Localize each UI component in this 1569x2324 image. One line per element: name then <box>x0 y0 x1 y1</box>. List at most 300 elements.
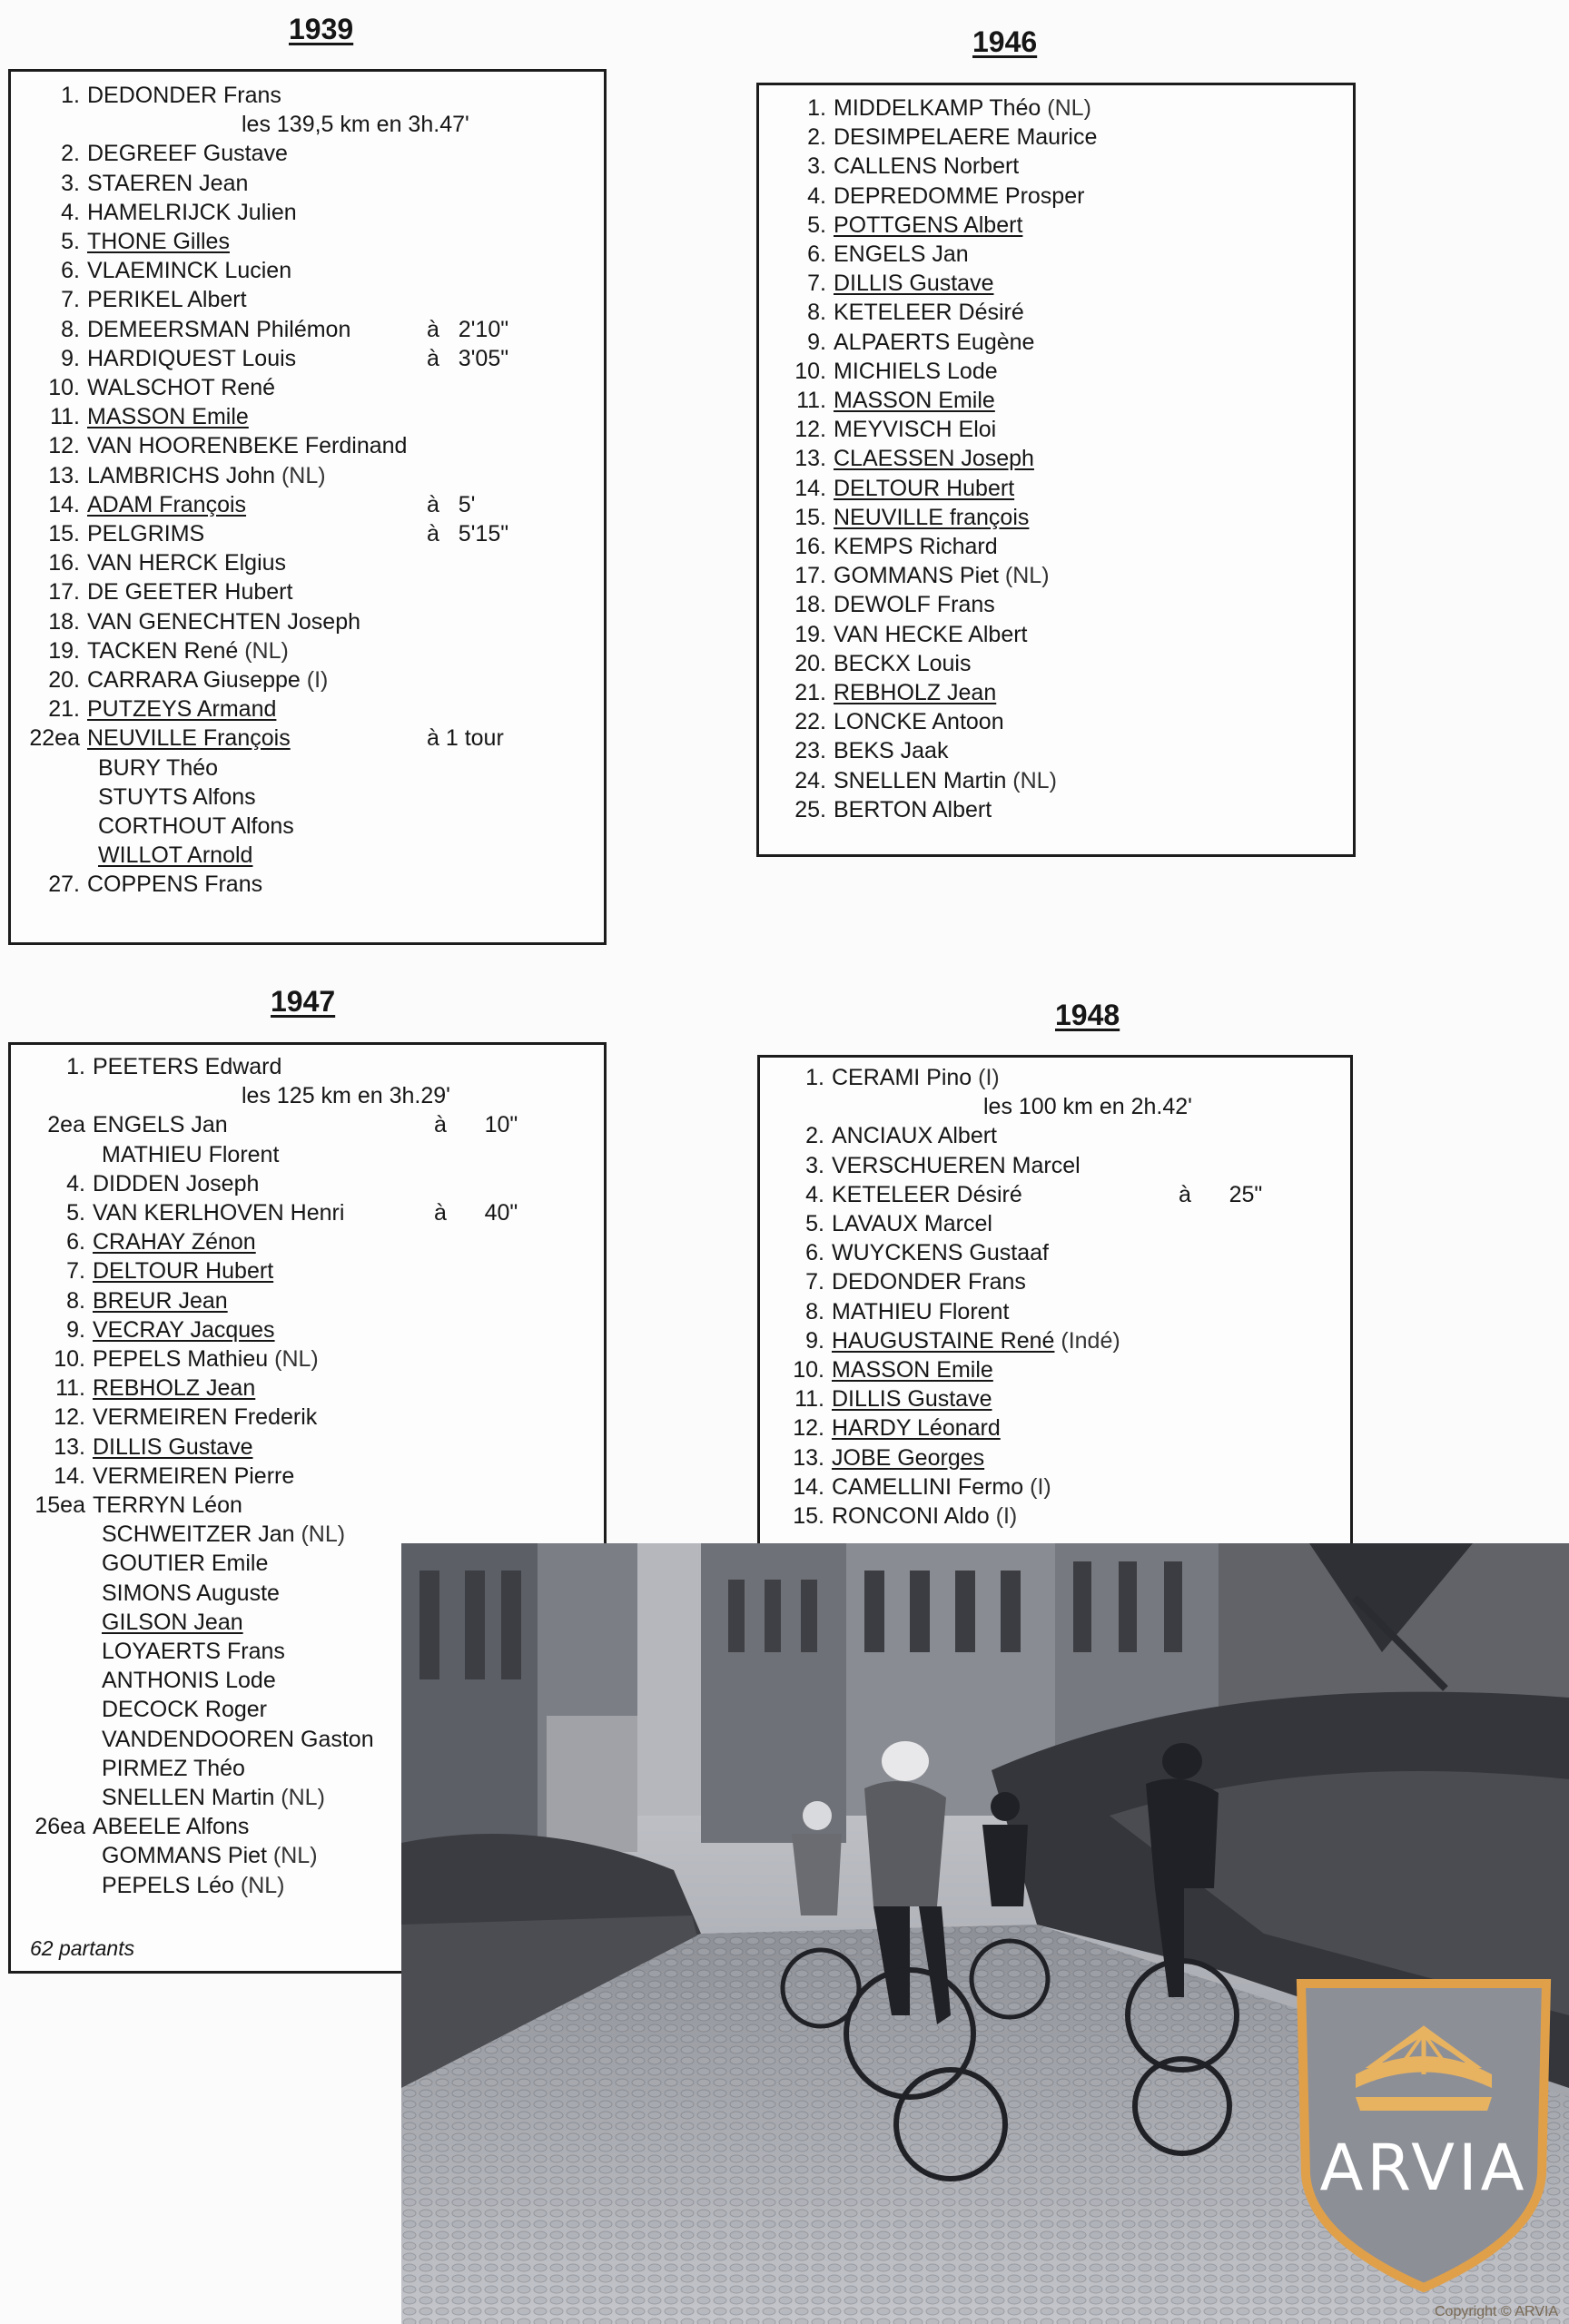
result-rank: 9. <box>805 1327 824 1354</box>
rider-entry <box>93 1111 228 1138</box>
rider-entry <box>93 1433 252 1461</box>
result-rank: 3. <box>805 1152 824 1178</box>
rider-entry <box>102 1580 280 1607</box>
result-rank: 3. <box>61 170 80 196</box>
rider-entry <box>93 1403 317 1431</box>
rider-entry <box>832 1502 1017 1530</box>
rider-name: PIRMEZ Théo <box>102 1755 245 1781</box>
rider-name: SIMONS Auguste <box>102 1580 280 1606</box>
rider-name: LAMBRICHS John <box>87 462 276 488</box>
rider-name: CALLENS Norbert <box>834 153 1020 180</box>
result-rank: 16. <box>794 534 826 559</box>
rider-name: MASSON Emile <box>834 388 995 413</box>
rider-name: BURY Théo <box>98 754 219 781</box>
rider-entry <box>832 1385 992 1413</box>
rider-entry <box>834 299 1024 326</box>
rider-name: MATHIEU Florent <box>102 1141 280 1167</box>
rider-name: CLAESSEN Joseph <box>834 446 1034 472</box>
rider-entry <box>834 182 1084 210</box>
result-rank: 8. <box>807 300 826 326</box>
rider-name: DEDONDER Frans <box>832 1269 1026 1295</box>
rider-entry <box>87 578 292 606</box>
rider-entry <box>98 812 294 840</box>
rider-name: SNELLEN Martin <box>834 767 1007 793</box>
rider-entry <box>832 1064 1000 1091</box>
rider-entry <box>834 679 996 706</box>
time-gap: à 1 tour <box>427 725 504 752</box>
rider-name: CERAMI Pino <box>832 1065 972 1090</box>
distance-time-text: les 100 km en 2h.42' <box>983 1094 1192 1120</box>
result-rank: 3. <box>807 153 826 180</box>
rider-entry <box>102 1141 279 1168</box>
year-heading-1946: 1946 <box>972 25 1038 58</box>
rider-entry <box>834 241 969 268</box>
rider-name: PEPELS Mathieu <box>93 1346 269 1372</box>
rider-entry <box>87 666 328 694</box>
rider-entry <box>93 1199 344 1226</box>
rider-entry <box>834 621 1028 648</box>
rider-entry <box>93 1374 255 1402</box>
rider-entry <box>832 1356 993 1384</box>
result-rank: 7. <box>61 287 80 313</box>
result-rank: 17. <box>48 579 80 606</box>
rider-name: STAEREN Jean <box>87 170 249 196</box>
result-rank: 4. <box>66 1170 85 1196</box>
rider-entry <box>87 695 276 723</box>
rider-name: ANTHONIS Lode <box>102 1668 276 1694</box>
rider-entry <box>87 403 249 430</box>
rider-entry <box>98 754 218 782</box>
rider-entry <box>102 1696 267 1723</box>
result-rank: 15. <box>793 1503 824 1529</box>
rider-name: VAN KERLHOVEN Henri <box>93 1200 345 1226</box>
rider-name: SCHWEITZER Jan <box>102 1521 295 1548</box>
rider-name: VLAEMINCK Lucien <box>87 258 292 284</box>
rider-entry <box>832 1122 997 1149</box>
result-rank: 8. <box>805 1298 824 1324</box>
result-rank: 5. <box>807 212 826 238</box>
rider-entry <box>832 1152 1081 1179</box>
rider-name: MICHIELS Lode <box>834 358 998 384</box>
rider-name: BERTON Albert <box>834 796 992 822</box>
rider-entry <box>834 212 1022 239</box>
result-rank: 14. <box>794 475 826 501</box>
rider-entry <box>87 520 204 547</box>
rider-name: HARDY Léonard <box>832 1415 1001 1442</box>
rider-name: STUYTS Alfons <box>98 783 256 810</box>
rider-name: WUYCKENS Gustaaf <box>832 1240 1049 1266</box>
rider-name: DELTOUR Hubert <box>93 1258 274 1285</box>
time-gap: à 40" <box>434 1200 518 1226</box>
rider-entry <box>102 1521 345 1548</box>
result-rank: 6. <box>807 241 826 267</box>
rider-entry <box>832 1268 1026 1295</box>
rider-name: CRAHAY Zénon <box>93 1229 256 1256</box>
rider-entry <box>832 1210 992 1237</box>
rider-entry <box>87 345 296 372</box>
rider-name: NEUVILLE François <box>87 725 291 752</box>
rider-name: BREUR Jean <box>93 1287 228 1314</box>
year-heading-1948: 1948 <box>1055 999 1120 1031</box>
rider-name: MASSON Emile <box>87 404 249 430</box>
rider-entry <box>834 796 992 823</box>
rider-entry <box>87 549 286 576</box>
rider-entry <box>832 1414 1001 1442</box>
arvia-logo <box>1283 1974 1564 2292</box>
result-rank: 20. <box>794 650 826 676</box>
result-rank: 2. <box>61 141 80 167</box>
rider-entry <box>93 1492 242 1519</box>
rider-name: RONCONI Aldo <box>832 1503 990 1529</box>
rider-entry <box>93 1287 228 1315</box>
rider-entry <box>834 270 993 297</box>
result-rank: 15. <box>794 504 826 530</box>
rider-nationality: (I) <box>300 667 329 693</box>
result-rank: 5. <box>805 1211 824 1236</box>
rider-entry <box>832 1444 984 1472</box>
result-rank: 15ea <box>35 1492 85 1518</box>
rider-name: SNELLEN Martin <box>102 1785 275 1810</box>
rider-nationality: (Indé) <box>1054 1327 1120 1354</box>
result-rank: 13. <box>794 446 826 472</box>
rider-name: DILLIS Gustave <box>93 1433 253 1460</box>
rider-entry <box>834 475 1014 502</box>
rider-name: MATHIEU Florent <box>832 1298 1010 1324</box>
rider-entry <box>87 724 291 752</box>
rider-name: CORTHOUT Alfons <box>98 813 294 839</box>
result-rank: 9. <box>61 345 80 371</box>
rider-entry <box>832 1181 1022 1208</box>
rider-name: DEMEERSMAN Philémon <box>87 316 351 342</box>
rider-entry <box>87 491 246 518</box>
rider-entry <box>87 170 248 197</box>
rider-entry <box>93 1462 294 1490</box>
rider-name: DILLIS Gustave <box>834 271 994 297</box>
result-rank: 23. <box>794 738 826 764</box>
rider-name: LONCKE Antoon <box>834 709 1004 735</box>
result-rank: 11. <box>55 1375 85 1402</box>
rider-name: VAN HECKE Albert <box>834 621 1028 647</box>
result-rank: 5. <box>66 1200 85 1226</box>
rider-entry <box>834 591 995 618</box>
rider-name: VERMEIREN Frederik <box>93 1404 318 1431</box>
rider-name: TERRYN Léon <box>93 1492 242 1518</box>
rider-nationality: (NL) <box>294 1521 346 1548</box>
rider-entry <box>102 1842 318 1869</box>
result-rank: 10. <box>794 358 826 384</box>
result-rank: 10. <box>793 1357 824 1383</box>
rider-entry <box>102 1872 285 1899</box>
result-rank: 25. <box>794 796 826 822</box>
rider-nationality: (NL) <box>233 1872 285 1898</box>
rider-name: REBHOLZ Jean <box>93 1375 256 1402</box>
rider-entry <box>102 1726 374 1753</box>
rider-entry <box>102 1550 268 1577</box>
rider-name: VANDENDOOREN Gaston <box>102 1726 374 1752</box>
result-rank: 12. <box>54 1404 85 1431</box>
rider-entry <box>93 1053 281 1080</box>
rider-name: COPPENS Frans <box>87 872 263 898</box>
rider-name: DEPREDOMME Prosper <box>834 182 1085 209</box>
rider-entry <box>834 123 1097 151</box>
result-rank: 11. <box>796 388 826 413</box>
rider-entry <box>834 650 971 677</box>
rider-name: VERSCHUEREN Marcel <box>832 1152 1081 1178</box>
rider-name: LAVAUX Marcel <box>832 1211 992 1236</box>
result-rank: 14. <box>48 491 80 517</box>
result-rank: 4. <box>61 199 80 225</box>
rider-name: PEETERS Edward <box>93 1054 282 1079</box>
rider-name: DE GEETER Hubert <box>87 579 293 606</box>
rider-name: VECRAY Jacques <box>93 1316 275 1343</box>
rider-entry <box>87 374 275 401</box>
year-heading-1947: 1947 <box>271 985 336 1018</box>
result-rank: 2ea <box>47 1112 85 1138</box>
result-rank: 1. <box>805 1065 824 1090</box>
rider-entry <box>102 1638 285 1665</box>
rider-nationality: (NL) <box>998 563 1050 589</box>
rider-name: DIDDEN Joseph <box>93 1170 260 1196</box>
time-gap: à 25" <box>1179 1181 1263 1207</box>
rider-name: DILLIS Gustave <box>832 1386 992 1413</box>
rider-entry <box>834 445 1034 472</box>
rider-name: CARRARA Giuseppe <box>87 667 301 693</box>
result-rank: 9. <box>66 1316 85 1343</box>
result-rank: 1. <box>66 1054 85 1079</box>
result-rank: 10. <box>48 375 80 400</box>
rider-name: KETELEER Désiré <box>834 300 1024 326</box>
rider-entry <box>87 257 291 284</box>
rider-entry <box>102 1755 245 1782</box>
result-rank: 11. <box>50 404 80 430</box>
rider-entry <box>834 737 948 764</box>
rider-name: CAMELLINI Fermo <box>832 1473 1024 1500</box>
result-rank: 18. <box>48 608 80 635</box>
distance-time-text: les 125 km en 3h.29' <box>242 1083 450 1109</box>
result-rank: 19. <box>794 621 826 647</box>
result-rank: 6. <box>61 258 80 284</box>
result-rank: 16. <box>48 550 80 576</box>
year-heading-1939: 1939 <box>289 13 354 45</box>
rider-name: GOMMANS Piet <box>834 563 999 589</box>
time-gap: à 2'10" <box>427 316 509 342</box>
result-rank: 4. <box>807 182 826 209</box>
result-rank: 14. <box>54 1462 85 1489</box>
rider-name: BECKX Louis <box>834 650 972 676</box>
result-rank: 17. <box>794 563 826 589</box>
rider-name: ENGELS Jan <box>93 1112 228 1138</box>
result-rank: 13. <box>48 462 80 488</box>
rider-entry <box>93 1345 319 1373</box>
result-rank: 24. <box>794 767 826 793</box>
result-rank: 10. <box>54 1346 85 1372</box>
rider-name: ENGELS Jan <box>834 241 969 267</box>
rider-nationality: (NL) <box>1006 767 1057 793</box>
rider-name: DESIMPELAERE Maurice <box>834 124 1098 151</box>
rider-name: MEYVISCH Eloi <box>834 417 997 443</box>
rider-nationality: (I) <box>972 1065 1000 1090</box>
rider-entry <box>87 286 247 313</box>
copyright-notice: Copyright © ARVIA <box>1435 2304 1558 2319</box>
rider-nationality: (NL) <box>266 1843 318 1869</box>
rider-name: ANCIAUX Albert <box>832 1123 998 1149</box>
result-rank: 21. <box>48 696 80 723</box>
result-rank: 12. <box>793 1415 824 1442</box>
rider-name: DEDONDER Frans <box>87 83 281 108</box>
rider-name: HARDIQUEST Louis <box>87 345 297 371</box>
rider-name: HAMELRIJCK Julien <box>87 199 297 225</box>
rider-name: HAUGUSTAINE René <box>832 1327 1055 1354</box>
rider-name: THONE Gilles <box>87 229 230 254</box>
rider-entry <box>832 1473 1051 1501</box>
time-gap: à 5'15" <box>427 521 509 547</box>
rider-entry <box>98 842 252 869</box>
result-rank: 2. <box>805 1123 824 1149</box>
result-rank: 7. <box>66 1258 85 1285</box>
rider-name: VAN HOORENBEKE Ferdinand <box>87 433 408 459</box>
rider-nationality: (I) <box>1023 1473 1051 1500</box>
rider-entry <box>834 387 995 414</box>
result-rank: 1. <box>61 83 80 108</box>
result-rank: 18. <box>794 592 826 618</box>
rider-entry <box>93 1813 249 1840</box>
rider-name: REBHOLZ Jean <box>834 680 997 705</box>
rider-entry <box>834 504 1029 531</box>
rider-name: GOUTIER Emile <box>102 1551 269 1577</box>
result-rank: 7. <box>805 1269 824 1295</box>
rider-nationality: (NL) <box>275 462 326 488</box>
rider-entry <box>834 416 996 443</box>
result-rank: 15. <box>48 521 80 547</box>
result-rank: 11. <box>794 1386 824 1413</box>
result-rank: 20. <box>48 667 80 693</box>
rider-name: VAN HERCK Elgius <box>87 550 287 576</box>
rider-name: PUTZEYS Armand <box>87 696 277 723</box>
result-rank: 6. <box>66 1229 85 1256</box>
rider-name: DEGREEF Gustave <box>87 141 288 167</box>
rider-entry <box>87 462 326 489</box>
rider-name: ALPAERTS Eugène <box>834 329 1035 355</box>
rider-entry <box>87 871 262 898</box>
rider-entry <box>834 153 1019 180</box>
rider-name: DELTOUR Hubert <box>834 475 1015 501</box>
starters-count: 62 partants <box>30 1936 135 1960</box>
rider-name: MASSON Emile <box>832 1357 993 1383</box>
rider-name: ABEELE Alfons <box>93 1814 250 1840</box>
result-rank: 14. <box>793 1473 824 1500</box>
rider-name: KEMPS Richard <box>834 534 998 559</box>
rider-name: TACKEN René <box>87 637 239 664</box>
rider-entry <box>87 608 360 635</box>
rider-entry <box>87 199 297 226</box>
rider-name: DEWOLF Frans <box>834 592 995 618</box>
rider-entry <box>102 1609 243 1636</box>
result-rank: 8. <box>66 1287 85 1314</box>
rider-name: PEPELS Léo <box>102 1872 234 1898</box>
result-rank: 9. <box>807 329 826 355</box>
rider-entry <box>87 140 288 167</box>
rider-entry <box>832 1239 1049 1266</box>
rider-entry <box>93 1228 256 1256</box>
rider-entry <box>834 329 1034 356</box>
rider-name: VERMEIREN Pierre <box>93 1462 295 1489</box>
rider-nationality: (NL) <box>274 1785 325 1810</box>
rider-name: MIDDELKAMP Théo <box>834 95 1041 121</box>
rider-nationality: (NL) <box>1041 95 1091 121</box>
rider-entry <box>834 767 1057 794</box>
result-rank: 26ea <box>35 1814 85 1840</box>
rider-name: PERIKEL Albert <box>87 287 247 313</box>
distance-time-text: les 139,5 km en 3h.47' <box>242 112 469 138</box>
rider-entry <box>93 1170 259 1197</box>
rider-entry <box>87 82 281 109</box>
rider-entry <box>87 228 230 255</box>
result-rank: 12. <box>48 433 80 459</box>
rider-name: POTTGENS Albert <box>834 212 1023 238</box>
rider-name: NEUVILLE françois <box>834 504 1030 530</box>
result-rank: 4. <box>805 1181 824 1207</box>
rider-entry <box>93 1316 275 1344</box>
result-rank: 1. <box>807 95 826 121</box>
rider-nationality: (I) <box>989 1503 1018 1529</box>
result-rank: 2. <box>807 124 826 151</box>
rider-entry <box>102 1784 325 1811</box>
result-rank: 7. <box>807 271 826 297</box>
rider-name: VAN GENECHTEN Joseph <box>87 608 361 635</box>
result-rank: 22. <box>794 709 826 735</box>
rider-name: WALSCHOT René <box>87 375 276 400</box>
rider-entry <box>834 358 998 385</box>
result-rank: 5. <box>61 229 80 254</box>
rider-entry <box>87 316 350 343</box>
rider-name: BEKS Jaak <box>834 738 949 764</box>
rider-name: ADAM François <box>87 491 247 517</box>
rider-nationality: (NL) <box>268 1346 319 1372</box>
rider-name: WILLOT Arnold <box>98 842 253 869</box>
result-rank: 21. <box>794 680 826 705</box>
time-gap: à 10" <box>434 1112 518 1138</box>
time-gap: à 3'05" <box>427 345 509 371</box>
result-rank: 13. <box>54 1433 85 1460</box>
result-rank: 8. <box>61 316 80 342</box>
result-rank: 22ea <box>29 725 80 752</box>
result-rank: 19. <box>48 637 80 664</box>
rider-entry <box>834 533 998 560</box>
logo-text: ARVIA <box>1319 2131 1528 2205</box>
rider-entry <box>834 708 1004 735</box>
rider-entry <box>87 432 407 459</box>
rider-name: JOBE Georges <box>832 1444 985 1471</box>
result-rank: 13. <box>793 1444 824 1471</box>
rider-nationality: (NL) <box>238 637 289 664</box>
rider-name: GOMMANS Piet <box>102 1843 267 1869</box>
rider-name: DECOCK Roger <box>102 1697 267 1723</box>
rider-entry <box>834 94 1091 122</box>
rider-name: LOYAERTS Frans <box>102 1639 285 1664</box>
rider-entry <box>834 562 1050 589</box>
rider-entry <box>98 783 256 811</box>
result-rank: 27. <box>48 872 80 898</box>
result-rank: 6. <box>805 1240 824 1266</box>
rider-entry <box>87 637 289 665</box>
rider-entry <box>102 1667 276 1694</box>
rider-entry <box>832 1298 1009 1325</box>
rider-name: PELGRIMS <box>87 521 205 547</box>
time-gap: à 5' <box>427 491 476 517</box>
result-rank: 12. <box>794 417 826 443</box>
rider-name: GILSON Jean <box>102 1609 243 1635</box>
rider-entry <box>93 1257 273 1285</box>
